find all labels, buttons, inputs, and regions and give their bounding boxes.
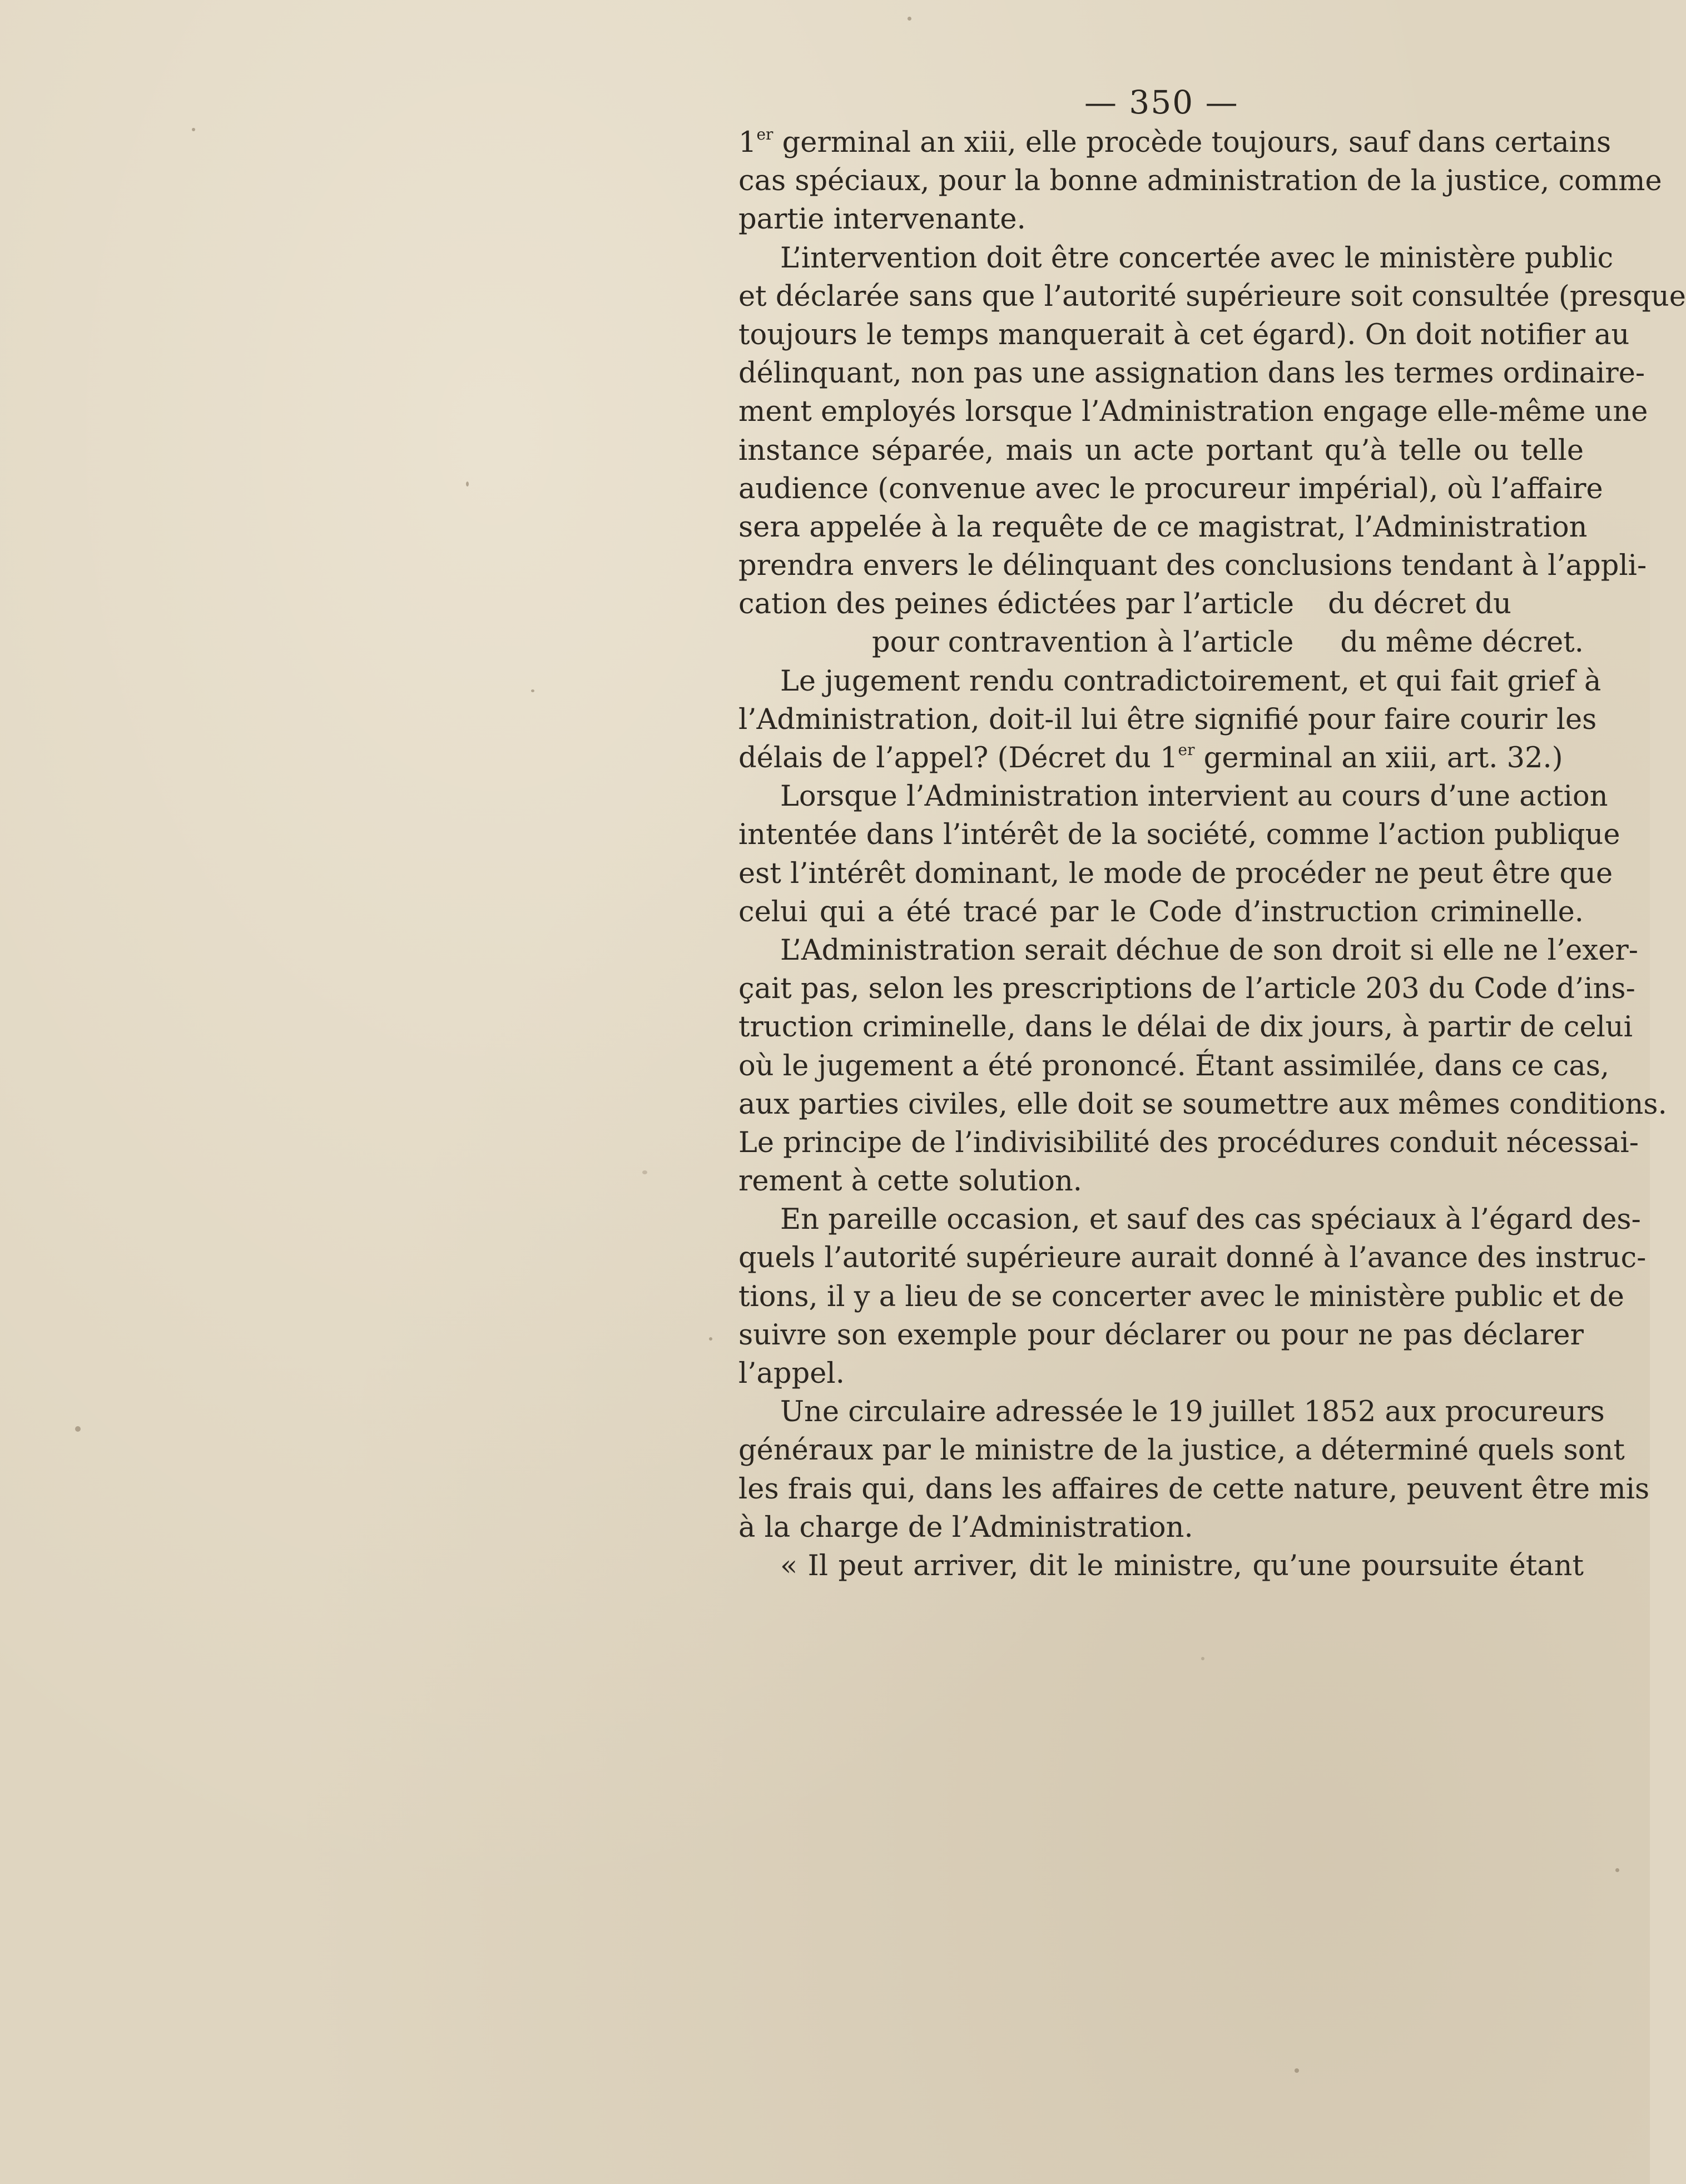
text-line: où le jugement a été prononcé. Étant assimilée, dans ce cas, [738,1049,1610,1083]
paper-speck [1201,1657,1204,1660]
text-line: instance séparée, mais un acte portant qu’à telle ou telle [738,434,1584,467]
paper-speck [75,1426,81,1432]
text-line: aux parties civiles, elle doit se soumettre aux mêmes conditions. [738,1088,1667,1121]
text-line: est l’intérêt dominant, le mode de procéder ne peut être que [738,857,1613,890]
text-line: ment employés lorsque l’Administration engage elle-même une [738,395,1648,429]
text-line: cas spéciaux, pour la bonne administration de la justice, comme [738,165,1662,198]
paper-speck [908,17,911,21]
text-line: 1er germinal an xiii, elle procède toujours, sauf dans certains [738,125,1611,159]
paragraph-first-line: Le jugement rendu contradictoirement, et qui fait grief à [780,664,1601,698]
text-line: délinquant, non pas une assignation dans les termes ordinaire- [738,357,1645,390]
paragraph-first-line: En pareille occasion, et sauf des cas spéciaux à l’égard des- [780,1203,1641,1237]
text-line: tions, il y a lieu de se concerter avec le ministère public et de [738,1280,1624,1313]
paper-speck [531,689,534,692]
paragraph-first-line: « Il peut arriver, dit le ministre, qu’une poursuite étant [780,1549,1584,1582]
text-line: prendra envers le délinquant des conclusions tendant à l’appli- [738,549,1647,583]
paragraph-first-line: Une circulaire adressée le 19 juillet 1852 aux procureurs [780,1396,1605,1429]
paragraph-first-line: Lorsque l’Administration intervient au cours d’une action [780,780,1608,813]
text-line: suivre son exemple pour déclarer ou pour ne pas déclarer [738,1318,1584,1352]
paper-speck [1295,2068,1299,2073]
text-line: audience (convenue avec le procureur impérial), où l’affaire [738,472,1603,505]
paper-speck [466,482,469,487]
text-line: çait pas, selon les prescriptions de l’article 203 du Code d’ins- [738,972,1635,1006]
page-number: — 350 — [1084,83,1239,121]
text-line: à la charge de l’Administration. [738,1511,1193,1544]
text-line: sera appelée à la requête de ce magistrat, l’Administration [738,510,1588,544]
paragraph-first-line: L’intervention doit être concertée avec le ministère public [780,241,1614,275]
body-text [738,123,1686,1585]
text-line: intentée dans l’intérêt de la société, comme l’action publique [738,818,1620,852]
text-line: les frais qui, dans les affaires de cette nature, peuvent être mis [738,1472,1650,1506]
text-line: généraux par le ministre de la justice, a déterminé quels sont [738,1434,1625,1467]
paper-speck [1615,1868,1619,1872]
paper-speck [642,1170,647,1174]
text-line: partie intervenante. [738,203,1026,236]
text-line: et déclarée sans que l’autorité supérieure soit consultée (presque [738,280,1686,313]
text-line: truction criminelle, dans le délai de dix jours, à partir de celui [738,1011,1633,1044]
text-line: rement à cette solution. [738,1165,1083,1198]
paper-speck [709,1337,712,1341]
text-line: Le principe de l’indivisibilité des procédures conduit nécessai- [738,1126,1639,1159]
paragraph-first-line: L’Administration serait déchue de son droit si elle ne l’exer- [780,934,1638,967]
text-line-with-blank: pour contravention à l’article du même décret. [872,626,1584,659]
text-line: celui qui a été tracé par le Code d’instruction criminelle. [738,895,1584,929]
text-line: quels l’autorité supérieure aurait donné à l’avance des instruc- [738,1242,1647,1275]
text-line: toujours le temps manquerait à cet égard). On doit notifier au [738,318,1630,351]
text-line: l’Administration, doit-il lui être signifié pour faire courir les [738,703,1597,736]
text-line-with-blank: cation des peines édictées par l’article du décret du [738,588,1511,621]
text-line: délais de l’appel? (Décret du 1er germinal an xiii, art. 32.) [738,741,1563,775]
paper-speck [192,128,195,131]
text-line: l’appel. [738,1357,845,1390]
